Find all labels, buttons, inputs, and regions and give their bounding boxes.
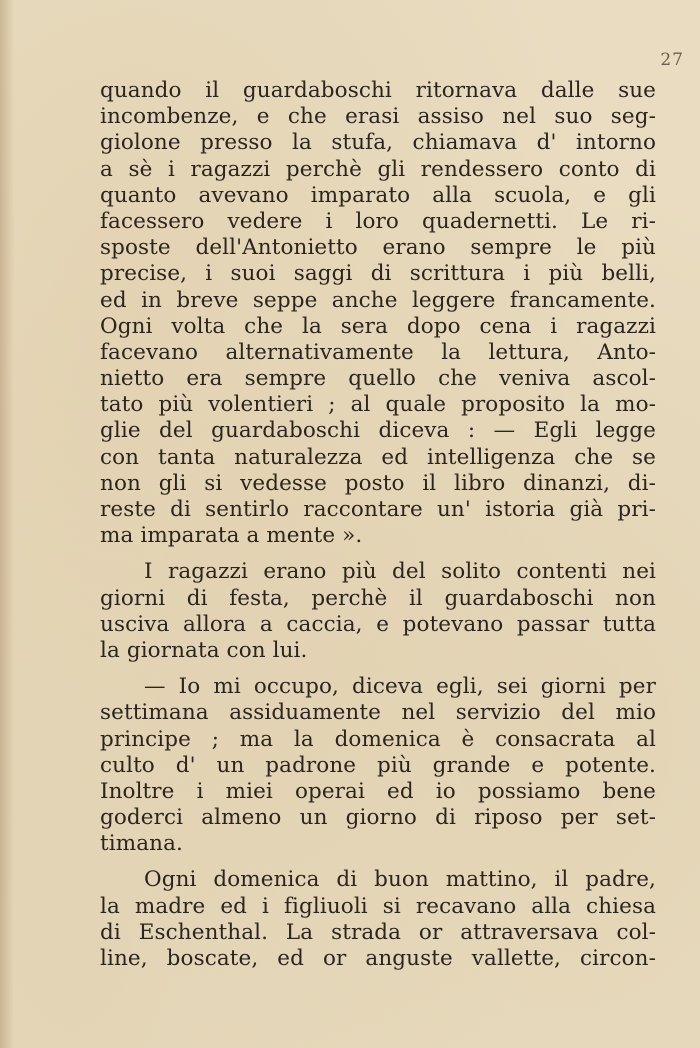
paragraph-4 xyxy=(100,867,656,972)
text-line: principe ; ma la domenica è consacrata al xyxy=(100,726,656,752)
text-line: timana. xyxy=(100,831,183,857)
page-gutter-shadow xyxy=(0,0,14,1048)
text-line: non gli si vedesse posto il libro dinanzi, di- xyxy=(100,470,656,496)
text-line: line, boscate, ed or anguste vallette, circon- xyxy=(100,946,656,971)
text-line: ed in breve seppe anche leggere francamente. xyxy=(100,287,656,313)
text-line: usciva allora a caccia, e potevano passar tutta xyxy=(100,611,656,637)
text-line: culto d' un padrone più grande e potente. xyxy=(100,752,656,778)
text-line: Ogni volta che la sera dopo cena i ragazzi xyxy=(100,313,656,339)
text-line: Inoltre i miei operai ed io possiamo bene xyxy=(100,778,656,804)
text-line: goderci almeno un giorno di riposo per set- xyxy=(100,805,656,831)
body-text xyxy=(100,78,656,972)
text-line: ma imparata a mente ». xyxy=(100,523,363,549)
text-line: I ragazzi erano più del solito contenti nei xyxy=(144,559,656,585)
page-number: 27 xyxy=(660,50,684,70)
text-line: sposte dell'Antonietto erano sempre le più xyxy=(100,235,656,261)
text-line: precise, i suoi saggi di scrittura i più belli, xyxy=(100,261,656,287)
text-line: giolone presso la stufa, chiamava d' intorno xyxy=(100,130,656,156)
text-line: facevano alternativamente la lettura, Anto- xyxy=(100,339,656,365)
text-line: di Eschenthal. La strada or attraversava col- xyxy=(100,919,656,945)
text-line: — Io mi occupo, diceva egli, sei giorni per xyxy=(144,674,656,700)
text-line: incombenze, e che erasi assiso nel suo seg- xyxy=(100,104,656,130)
text-line: la madre ed i figliuoli si recavano alla chiesa xyxy=(100,893,656,919)
text-line: facessero vedere i loro quadernetti. Le ri- xyxy=(100,208,656,234)
text-line: giorni di festa, perchè il guardaboschi non xyxy=(100,585,656,611)
text-line: quando il guardaboschi ritornava dalle sue xyxy=(100,78,656,103)
text-line: con tanta naturalezza ed intelligenza che se xyxy=(100,444,656,470)
paragraph-1 xyxy=(100,78,656,549)
text-line: reste di sentirlo raccontare un' istoria già pri- xyxy=(100,497,656,522)
text-line: a sè i ragazzi perchè gli rendessero conto di xyxy=(100,156,656,182)
text-line: la giornata con lui. xyxy=(100,637,308,663)
text-line: tato più volentieri ; al quale proposito la mo- xyxy=(100,392,656,418)
text-line: nietto era sempre quello che veniva ascol- xyxy=(100,366,656,392)
paragraph-2 xyxy=(100,559,656,664)
text-line: quanto avevano imparato alla scuola, e gli xyxy=(100,182,656,208)
paragraph-3 xyxy=(100,674,656,857)
text-line: glie del guardaboschi diceva : — Egli legge xyxy=(100,418,656,444)
text-line: Ogni domenica di buon mattino, il padre, xyxy=(144,867,656,893)
text-line: settimana assiduamente nel servizio del mio xyxy=(100,700,656,726)
